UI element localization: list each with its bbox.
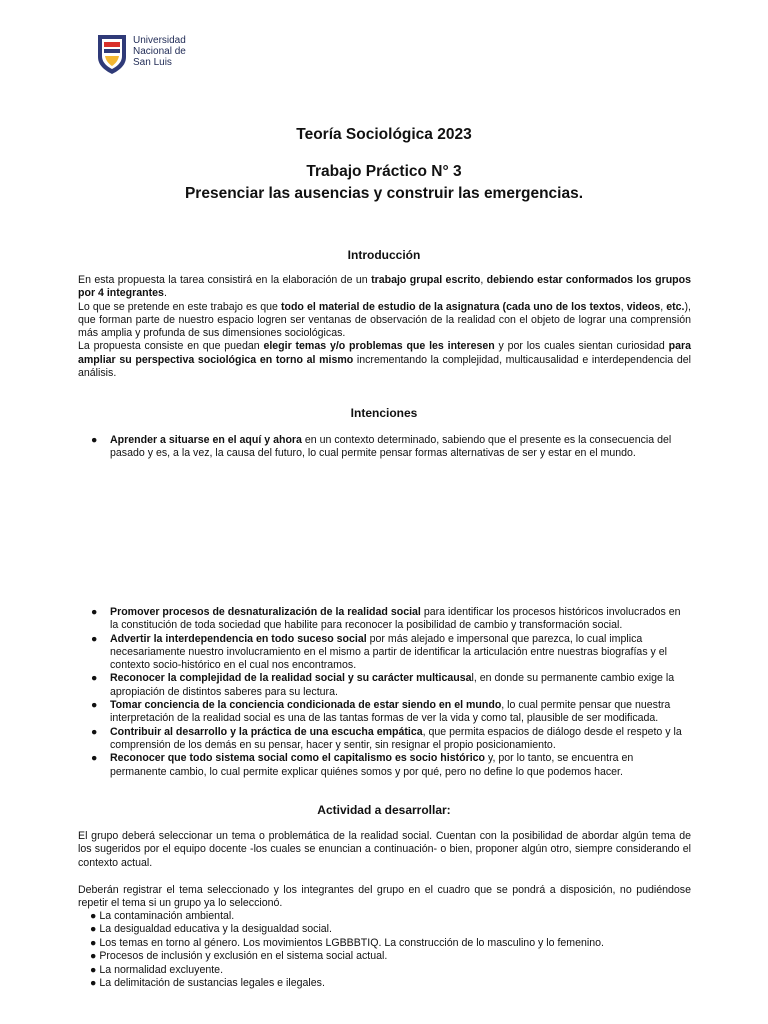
list-item: ● La normalidad excluyente.	[90, 963, 224, 976]
text: , que permita espacios de diálogo desde el respeto y la comprensión de los demás en su pensar, hacer y sentir, sin resignar el propio posicionamiento.	[110, 725, 682, 751]
actividad-paragraph-2: Deberán registrar el tema seleccionado y los integrantes del grupo en el cuadro que se pondrá a disposición, no pudiéndose repetir el tema si un grupo ya lo seleccionó.	[78, 884, 691, 910]
assignment-subtitle: Presenciar las ausencias y construir las emergencias.	[184, 185, 584, 202]
bold-text: elegir temas y/o problemas que les interesen	[263, 340, 495, 353]
topic-list	[78, 910, 691, 990]
text: .	[163, 287, 167, 300]
logo-text	[133, 35, 186, 68]
text: y, por lo tanto, se encuentra en permanente cambio, lo cual permite explicar quiénes somos y por qué, pero no define lo que podemos hacer.	[110, 752, 634, 778]
text: y por los cuales sientan curiosidad	[494, 340, 669, 353]
text: Lo que se pretende en este trabajo es que	[78, 300, 281, 313]
bold-text: trabajo grupal escrito	[371, 274, 481, 286]
intenciones-list-1	[78, 434, 691, 461]
list-item: ● Los temas en torno al género. Los movimientos LGBBBTIQ. La construcción de lo masculino y lo femenino.	[90, 936, 604, 949]
list-item	[78, 672, 691, 699]
bold-text: Reconocer que todo sistema social como el capitalismo es socio histórico	[110, 752, 486, 765]
text: En esta propuesta la tarea consistirá en la elaboración de un	[78, 274, 372, 286]
list-item: ● La delimitación de sustancias legales e ilegales.	[90, 977, 325, 990]
bold-text: todo el material de estudio de la asignatura (cada uno de los textos	[280, 300, 621, 313]
bullet-icon: ●	[91, 632, 98, 645]
intro-text	[78, 274, 691, 380]
text: para identificar los procesos históricos involucrados en la constitución de toda sociedad que habilite para reconocer la posibilidad de cambio y transformación social.	[110, 606, 681, 632]
list-item	[78, 606, 691, 633]
actividad-heading: Actividad a desarrollar:	[317, 803, 451, 817]
intro-paragraph-2	[78, 301, 691, 341]
text: La propuesta consiste en que puedan	[78, 340, 264, 353]
bullet-icon: ●	[91, 725, 98, 738]
intenciones-heading: Intenciones	[350, 406, 418, 420]
text: ,	[660, 300, 667, 313]
shield-icon	[96, 33, 128, 75]
university-logo	[96, 33, 206, 77]
list-item	[78, 752, 691, 779]
logo-line-3: San Luis	[133, 57, 172, 68]
list-item: ● La desigualdad educativa y la desigualdad social.	[90, 923, 332, 936]
bold-text: para ampliar su perspectiva sociológica en torno al mismo	[78, 340, 692, 366]
bold-text: Reconocer la complejidad de la realidad social y su carácter multicausa	[110, 672, 472, 685]
bold-text: Tomar conciencia de la conciencia condicionada de estar siendo en el mundo	[110, 699, 502, 712]
bold-text: videos	[626, 300, 661, 313]
bullet-icon: ●	[91, 606, 98, 618]
logo-line-2: Nacional de	[133, 46, 186, 57]
text: ,	[620, 300, 627, 313]
list-item: ● La contaminación ambiental.	[90, 910, 235, 922]
list-item	[78, 434, 691, 461]
assignment-title: Trabajo Práctico N° 3	[306, 163, 462, 180]
text: , lo cual permite pensar que nuestra interpretación de la realidad social es una de las tantas formas de ver la vida y como tal, plausible de ser modificada.	[110, 699, 671, 725]
list-item: ● Procesos de inclusión y exclusión en el sistema social actual.	[90, 950, 388, 963]
intenciones-list-2	[78, 606, 691, 779]
bullet-icon: ●	[91, 699, 98, 712]
bullet-icon: ●	[91, 752, 98, 765]
list-item	[78, 633, 691, 673]
text: incrementando la complejidad, multicausalidad e interdependencia del análisis.	[78, 353, 691, 380]
bold-text: etc.	[666, 300, 685, 313]
intro-heading: Introducción	[347, 248, 421, 262]
bold-text: Contribuir al desarrollo y la práctica de una escucha empática	[110, 725, 423, 738]
bold-text: Promover procesos de desnaturalización de la realidad social	[110, 606, 421, 618]
text: en un contexto determinado, sabiendo que el presente es la consecuencia del pasado y es, a la vez, la causa del futuro, lo cual permite pensar formas alternativas de ser y estar en el mundo.	[110, 434, 672, 460]
text: ), que forman parte de nuestro espacio logren ser ventanas de observación de la realidad con el objeto de lograr una comprensión más amplia y profunda de sus dimensiones sociológicas.	[78, 300, 691, 340]
list-item	[78, 726, 691, 753]
actividad-paragraph-1: El grupo deberá seleccionar un tema o problemática de la realidad social. Cuentan con la posibilidad de abordar algún tema de los sugeridos por el equipo docente -los cuales se enuncian a continuación- o bien, proponer algún otro, siempre considerando el contexto actual.	[78, 830, 691, 869]
bold-text: Advertir la interdependencia en todo suceso social	[110, 632, 367, 645]
intro-paragraph-3	[78, 340, 691, 380]
bold-text: debiendo estar conformados los grupos por 4 integrantes	[78, 274, 692, 300]
intro-paragraph-1	[78, 274, 691, 301]
bullet-icon: ●	[91, 672, 98, 685]
text: ,	[480, 274, 487, 286]
text: por más alejado e impersonal que parezca, lo cual implica necesariamente nuestro involucramiento en el mismo a partir de identificar la articulación entre nuestras biografías y el contexto socio-histórico en el cual nos encontramos.	[110, 632, 668, 672]
text: l, en donde su permanente cambio exige la apropiación de distintos saberes para su lectura.	[110, 672, 675, 698]
list-item	[78, 699, 691, 726]
course-title: Teoría Sociológica 2023	[296, 126, 472, 143]
logo-line-1: Universidad	[133, 35, 186, 46]
bullet-icon: ●	[91, 434, 98, 446]
bold-text: Aprender a situarse en el aquí y ahora	[110, 434, 302, 446]
